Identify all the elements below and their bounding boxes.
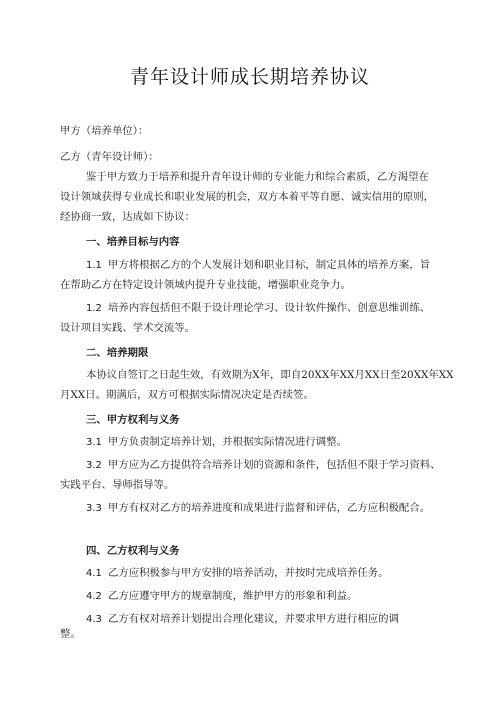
section-4-heading: 四、乙方权利与义务 xyxy=(86,545,180,557)
preamble-line-3: 经协商一致，达成如下协议： xyxy=(60,211,196,223)
clause-4-2 xyxy=(86,589,468,604)
clause-text: 甲方有权对乙方的培养进度和成果进行监督和评估，乙方应积极配合。 xyxy=(108,502,431,514)
section-2-text: 本协议自签订之日起生效，有效期为X年，即自20XX年XX月XX日至20XX年XX xyxy=(86,369,454,381)
section-3-heading: 三、甲方权利与义务 xyxy=(86,414,180,426)
preamble-line-1: 鉴于甲方致力于培养和提升青年设计师的专业能力和综合素质，乙方渴望在 xyxy=(86,171,429,183)
clause-number: 3.1 xyxy=(86,437,102,448)
clause-number: 3.3 xyxy=(86,503,102,514)
clause-3-2-continued: 实践平台、导师指导等。 xyxy=(60,479,175,491)
clause-4-3 xyxy=(86,612,468,627)
clause-number: 1.2 xyxy=(86,303,102,314)
clause-number: 4.1 xyxy=(86,568,102,579)
section-2-heading: 二、培养期限 xyxy=(86,347,149,359)
document-title: 青年设计师成长期培养协议 xyxy=(129,66,370,88)
clause-number: 3.2 xyxy=(86,460,102,471)
clause-1-2-continued: 设计项目实践、学术交流等。 xyxy=(60,322,196,334)
clause-1-1-continued: 在帮助乙方在特定设计领域内提升专业技能，增强职业竞争力。 xyxy=(60,279,351,291)
party-b-line: 乙方（青年设计师）： xyxy=(60,151,159,163)
clause-text: 乙方有权对培养计划提出合理化建议，并要求甲方进行相应的调 xyxy=(108,613,399,625)
preamble-line-2: 设计领域获得专业成长和职业发展的机会，双方本着平等自愿、诚实信用的原则， xyxy=(60,191,435,203)
clause-number: 1.1 xyxy=(86,260,102,271)
clause-number: 4.3 xyxy=(86,614,102,625)
clause-text: 甲方应为乙方提供符合培养计划的资源和条件，包括但不限于学习资料、 xyxy=(108,459,441,471)
clause-text: 培养内容包括但不限于设计理论学习、设计软件操作、创意思维训练、 xyxy=(108,302,431,314)
clause-4-1 xyxy=(86,566,468,581)
clause-1-1 xyxy=(86,258,468,273)
clause-3-1 xyxy=(86,435,468,450)
party-a-line: 甲方（培养单位）： xyxy=(60,125,149,137)
clause-number: 4.2 xyxy=(86,591,102,602)
clause-4-3-continued: 整。 xyxy=(60,628,81,640)
clause-text: 甲方负责制定培养计划，并根据实际情况进行调整。 xyxy=(108,436,347,448)
clause-text: 乙方应积极参与甲方安排的培养活动，并按时完成培养任务。 xyxy=(108,567,389,579)
clause-text: 甲方将根据乙方的个人发展计划和职业目标，制定具体的培养方案，旨 xyxy=(108,259,431,271)
clause-3-2 xyxy=(86,458,468,473)
section-2-text-continued: 月XX日。期满后，双方可根据实际情况决定是否续签。 xyxy=(60,389,314,401)
clause-text: 乙方应遵守甲方的规章制度，维护甲方的形象和利益。 xyxy=(108,590,358,602)
section-1-heading: 一、培养目标与内容 xyxy=(86,236,180,248)
clause-3-3 xyxy=(86,501,468,516)
clause-1-2 xyxy=(86,301,468,316)
